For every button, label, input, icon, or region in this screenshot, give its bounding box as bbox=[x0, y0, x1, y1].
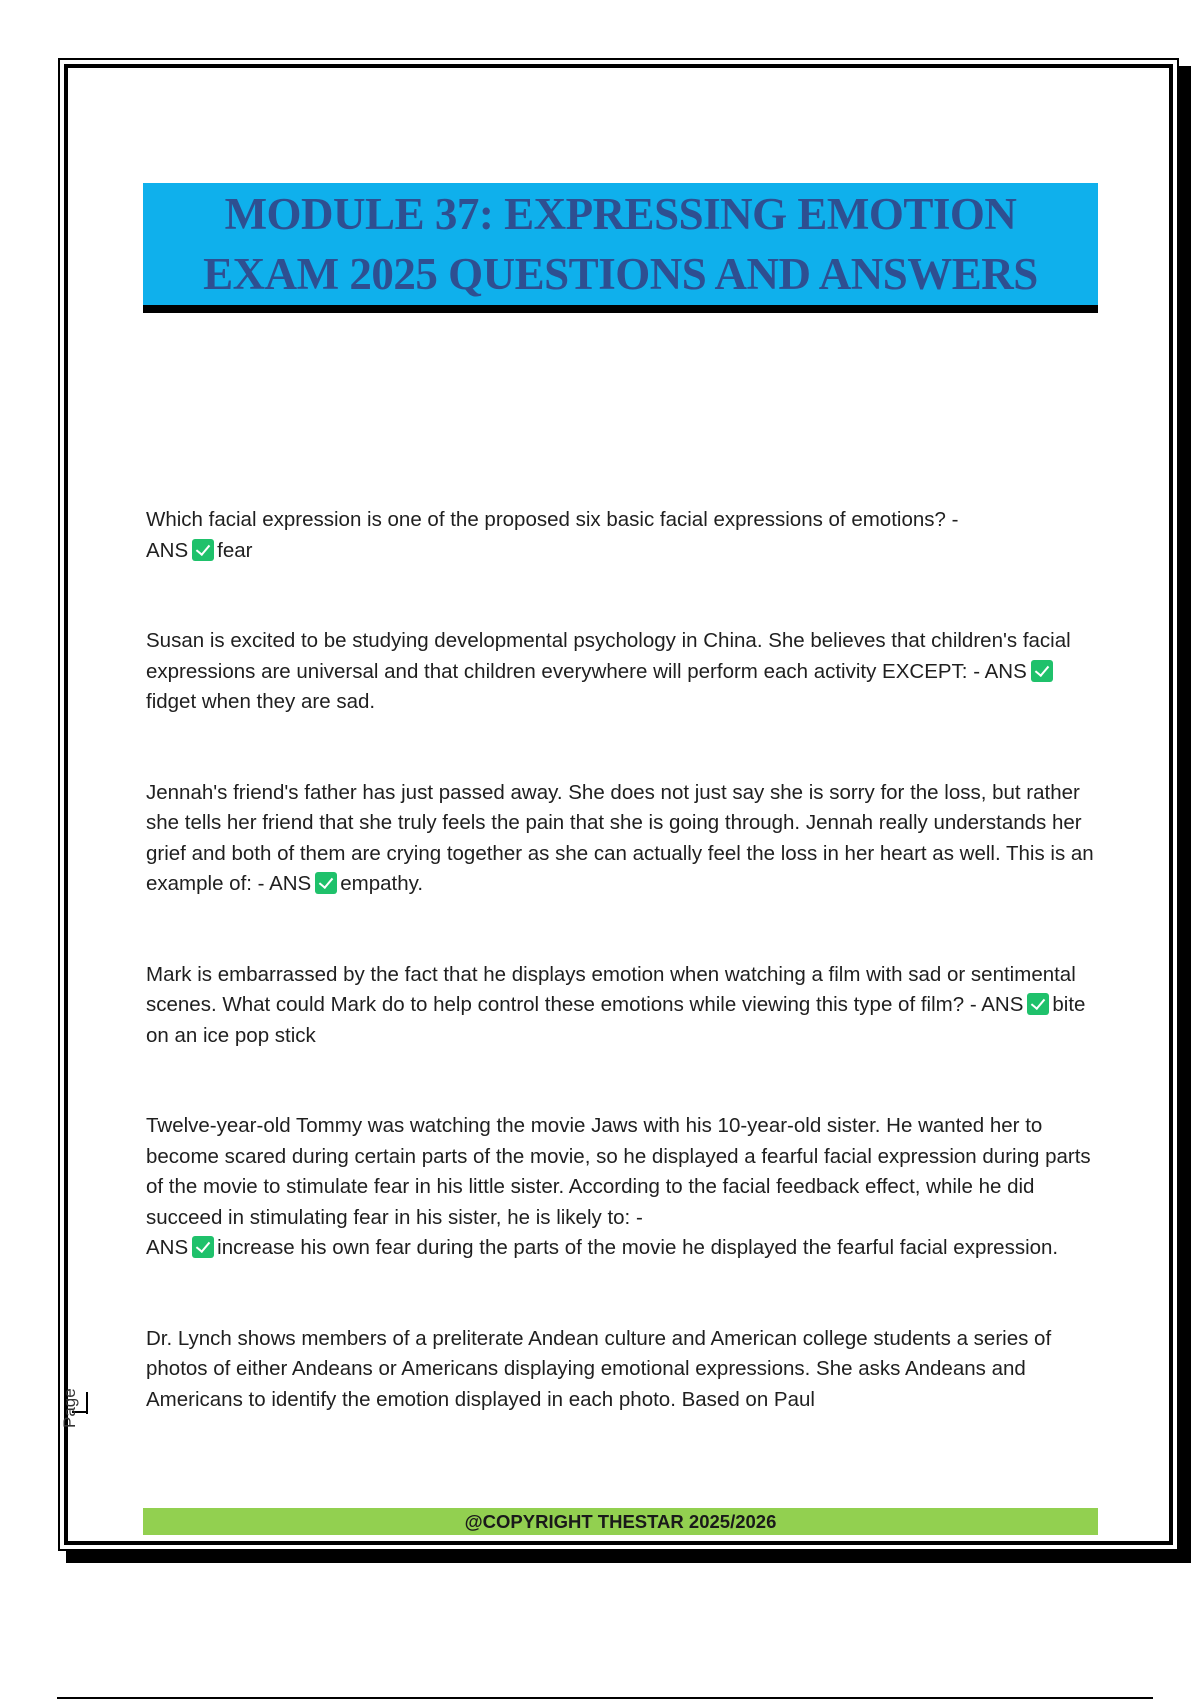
document-title-banner bbox=[143, 183, 1098, 313]
page-bottom-rule bbox=[57, 1697, 1153, 1699]
check-mark-icon bbox=[1031, 660, 1053, 682]
answer-text: bite on an ice pop stick bbox=[146, 993, 1086, 1047]
answer-prefix: ANS bbox=[146, 1236, 189, 1259]
answer-text: fear bbox=[217, 538, 253, 562]
title-line-2: EXAM 2025 QUESTIONS AND ANSWERS bbox=[203, 249, 1038, 299]
qa-list bbox=[146, 505, 1096, 1475]
qa-item bbox=[146, 1111, 1096, 1264]
check-mark-icon bbox=[192, 539, 214, 561]
qa-item bbox=[146, 505, 1096, 566]
question-text: Mark is embarrassed by the fact that he displays emotion when watching a film with sad or sentimental scenes. What could Mark do to help control these emotions while viewing this type of film? - bbox=[146, 962, 1076, 1016]
copyright-text: @COPYRIGHT THESTAR 2025/2026 bbox=[464, 1510, 777, 1532]
check-mark-icon bbox=[315, 872, 337, 894]
page-margin-label: Page bbox=[60, 1388, 79, 1428]
check-mark-icon bbox=[1027, 993, 1049, 1015]
title-line-1: MODULE 37: EXPRESSING EMOTION bbox=[224, 189, 1017, 239]
answer-text: empathy. bbox=[340, 872, 424, 895]
question-text: Dr. Lynch shows members of a preliterate Andean culture and American college students a series of photos of either Andeans or Americans displaying emotional expressions. She asks Andeans and Americans to identify the emotion displayed in each photo. Based on Paul bbox=[146, 1326, 1052, 1411]
answer-prefix: ANS bbox=[981, 993, 1024, 1016]
check-mark-icon bbox=[192, 1236, 214, 1258]
question-text: Susan is excited to be studying developmental psychology in China. She believes that children's facial expressions are universal and that children everywhere will perform each activity EXCEPT: - bbox=[146, 629, 1071, 683]
answer-prefix: ANS bbox=[146, 538, 189, 562]
qa-item bbox=[146, 626, 1096, 718]
question-text: Which facial expression is one of the proposed six basic facial expressions of emotions? - bbox=[146, 508, 959, 531]
answer-text: fidget when they are sad. bbox=[146, 690, 376, 713]
answer-prefix: ANS bbox=[984, 659, 1027, 683]
question-text: Twelve-year-old Tommy was watching the movie Jaws with his 10-year-old sister. He wanted her to become scared during certain parts of the movie, so he displayed a fearful facial expression during parts of the movie to stimulate fear in his little sister. According to the facial feedback effect, while he did succeed in stimulating fear in his sister, he is likely to: - bbox=[146, 1114, 1091, 1229]
copyright-footer bbox=[143, 1508, 1098, 1535]
answer-prefix: ANS bbox=[269, 872, 312, 895]
qa-item bbox=[146, 778, 1096, 900]
qa-item-partial bbox=[146, 1324, 1096, 1416]
question-text: Jennah's friend's father has just passed away. She does not just say she is sorry for the loss, but rather she tells her friend that she truly feels the pain that she is going through. Jennah really understands her grief and both of them are crying together as she can actually feel the loss in her heart as well. This is an example of: - bbox=[146, 780, 1094, 895]
qa-item bbox=[146, 960, 1096, 1052]
answer-text: increase his own fear during the parts of the movie he displayed the fearful facial expression. bbox=[217, 1236, 1059, 1259]
